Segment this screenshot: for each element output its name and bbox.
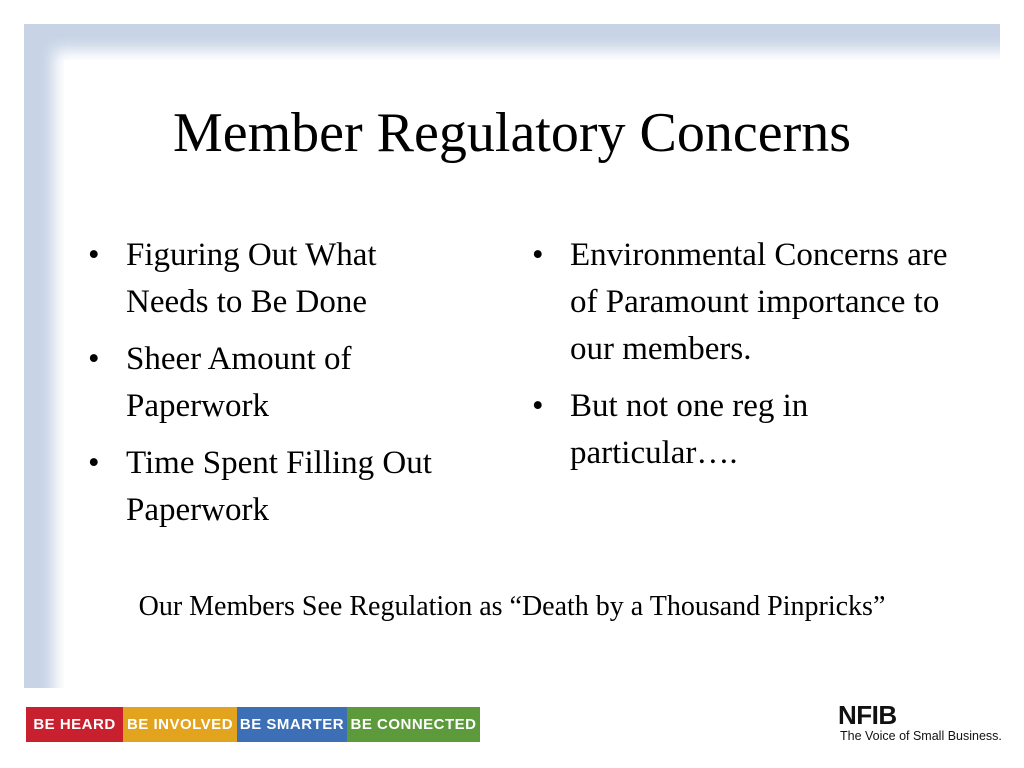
bullet-text: Environmental Concerns are of Paramount importance to our members. bbox=[570, 237, 948, 367]
banner-segment-connected: BE CONNECTED bbox=[347, 707, 480, 742]
list-item bbox=[528, 232, 948, 373]
slide-tagline: Our Members See Regulation as “Death by a Thousand Pinpricks” bbox=[138, 591, 886, 622]
list-item bbox=[84, 336, 454, 430]
logo-mark: NFIB bbox=[838, 700, 897, 730]
logo-tagline: The Voice of Small Business. bbox=[840, 729, 1002, 743]
bullet-icon: • bbox=[532, 388, 544, 424]
bullet-icon: • bbox=[88, 341, 100, 377]
left-bullet-list bbox=[84, 232, 454, 544]
slide-title: Member Regulatory Concerns bbox=[172, 102, 852, 164]
list-item bbox=[84, 232, 454, 326]
list-item bbox=[528, 383, 948, 477]
bullet-text: But not one reg in particular…. bbox=[570, 388, 809, 471]
banner-segment-smarter: BE SMARTER bbox=[237, 707, 347, 742]
bullet-icon: • bbox=[532, 237, 544, 273]
bullet-text: Figuring Out What Needs to Be Done bbox=[126, 237, 377, 320]
bullet-icon: • bbox=[88, 237, 100, 273]
banner-segment-involved: BE INVOLVED bbox=[123, 707, 237, 742]
bullet-text: Sheer Amount of Paperwork bbox=[126, 341, 352, 424]
banner-segment-heard: BE HEARD bbox=[26, 707, 123, 742]
nfib-logo bbox=[836, 702, 1004, 744]
bullet-icon: • bbox=[88, 445, 100, 481]
list-item bbox=[84, 440, 454, 534]
bullet-text: Time Spent Filling Out Paperwork bbox=[126, 445, 432, 528]
right-bullet-list bbox=[528, 232, 948, 487]
footer-banner bbox=[26, 707, 480, 742]
